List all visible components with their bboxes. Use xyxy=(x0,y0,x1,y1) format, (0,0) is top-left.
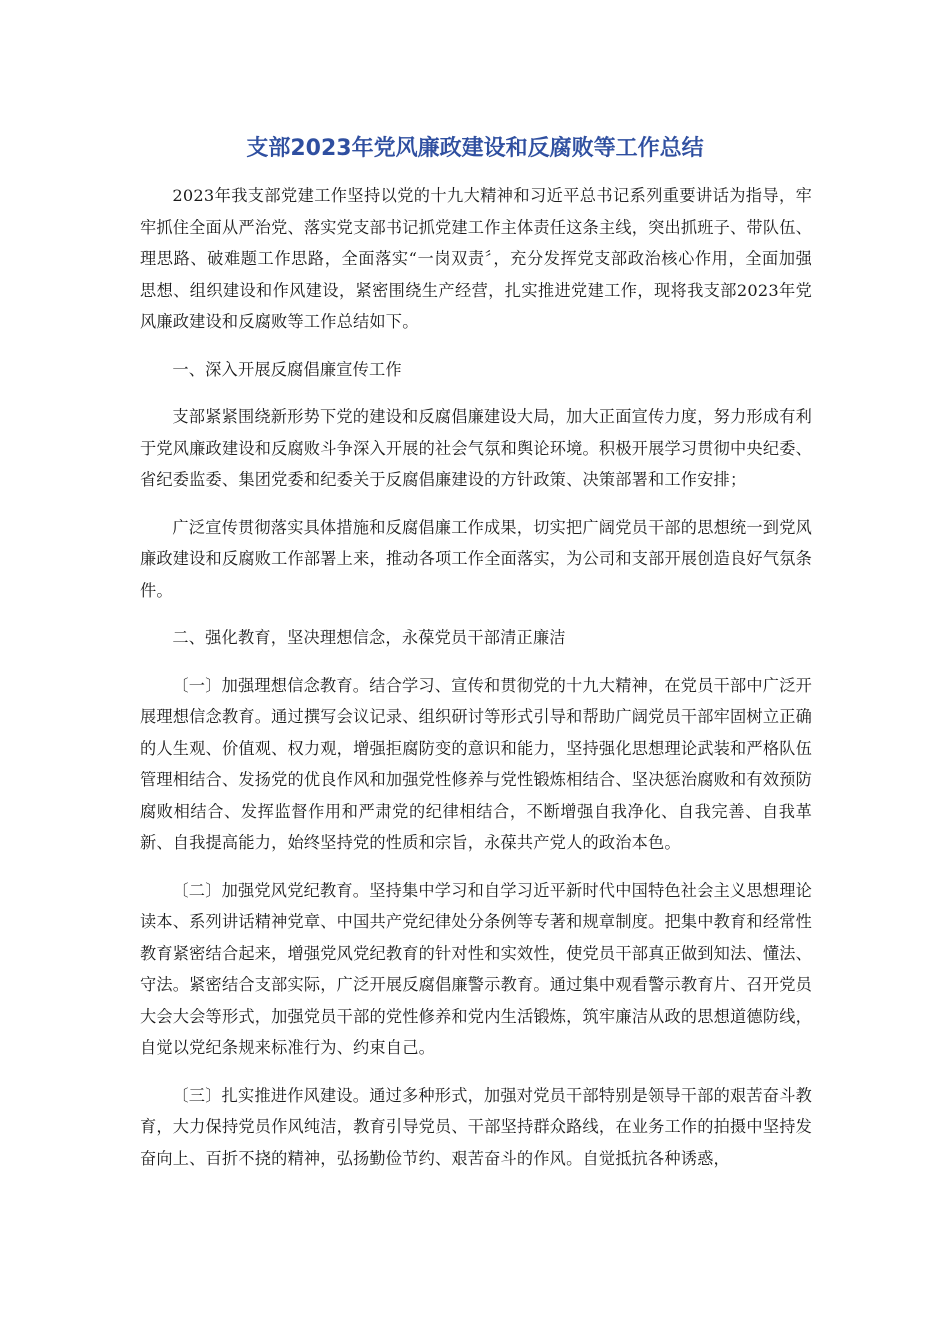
document-body xyxy=(140,180,812,1190)
paragraph-section1-a: 支部紧紧围绕新形势下党的建设和反腐倡廉建设大局，加大正面宣传力度，努力形成有利于党风廉政建设和反腐败斗争深入开展的社会气氛和舆论环境。积极开展学习贯彻中央纪委、省纪委监委、集团党委和纪委关于反腐倡廉建设的方针政策、决策部署和工作安排； xyxy=(140,407,812,489)
paragraph-subsection-3: 〔三〕扎实推进作风建设。通过多种形式，加强对党员干部特别是领导干部的艰苦奋斗教育，大力保持党员作风纯洁，教育引导党员、干部坚持群众路线，在业务工作的拍摄中坚持发奋向上、百折不挠的精神，弘扬勤俭节约、艰苦奋斗的作风。自觉抵抗各种诱惑， xyxy=(140,1085,812,1168)
paragraph-subsection-2: 〔二〕加强党风党纪教育。坚持集中学习和自学习近平新时代中国特色社会主义思想理论读本、系列讲话精神党章、中国共产党纪律处分条例等专著和规章制度。把集中教育和经常性教育紧密结合起来，增强党风党纪教育的针对性和实效性，使党员干部真正做到知法、懂法、守法。紧密结合支部实际，广泛开展反腐倡廉警示教育。通过集中观看警示教育片、召开党员大会大会等形式，加强党员干部的党性修养和党内生活锻炼，筑牢廉洁从政的思想道德防线，自觉以党纪条规来标准行为、约束自己。 xyxy=(140,880,812,1057)
paragraph-intro: 2023年我支部党建工作坚持以党的十九大精神和习近平总书记系列重要讲话为指导，牢牢抓住全面从严治党、落实党支部书记抓党建工作主体责任这条主线，突出抓班子、带队伍、理思路、破难题工作思路，全面落实“一岗双责〞，充分发挥党支部政治核心作用，全面加强思想、组织建设和作风建设，紧密围绕生产经营，扎实推进党建工作，现将我支部2023年党风廉政建设和反腐败等工作总结如下。 xyxy=(140,186,812,331)
section-heading-2: 二、强化教育，坚决理想信念，永葆党员干部清正廉洁 xyxy=(172,628,566,647)
paragraph-subsection-1: 〔一〕加强理想信念教育。结合学习、宣传和贯彻党的十九大精神，在党员干部中广泛开展理想信念教育。通过撰写会议记录、组织研讨等形式引导和帮助广阔党员干部牢固树立正确的人生观、价值观、权力观，增强拒腐防变的意识和能力，坚持强化思想理论武装和严格队伍管理相结合、发扬党的优良作风和加强党性修养与党性锻炼相结合、坚决惩治腐败和有效预防腐败相结合、发挥监督作用和严肃党的纪律相结合，不断增强自我净化、自我完善、自我革新、自我提高能力，始终坚持党的性质和宗旨，永葆共产党人的政治本色。 xyxy=(140,675,812,852)
section-heading-1: 一、深入开展反腐倡廉宣传工作 xyxy=(172,359,402,379)
paragraph-section1-b: 广泛宣传贯彻落实具体措施和反腐倡廉工作成果，切实把广阔党员干部的思想统一到党风廉政建设和反腐败工作部署上来，推动各项工作全面落实，为公司和支部开展创造良好气氛条件。 xyxy=(140,517,812,600)
document-title: 支部2023年党风廉政建设和反腐败等工作总结 xyxy=(246,136,704,161)
